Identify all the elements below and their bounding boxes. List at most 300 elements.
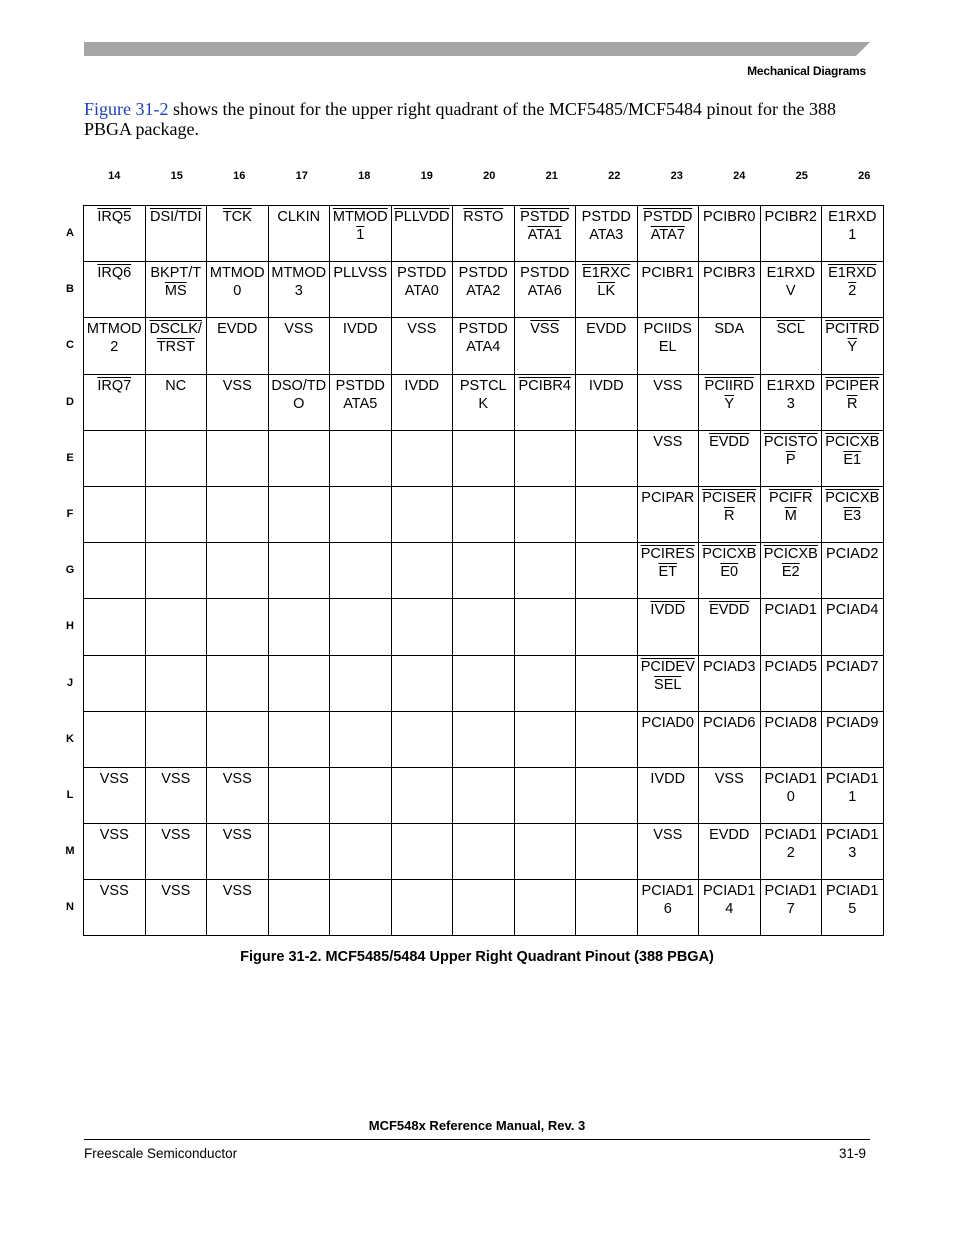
pin-cell <box>760 206 822 262</box>
pin-name: ATA1 <box>527 227 562 243</box>
pin-name: VSS <box>161 827 191 844</box>
footer-page-number: 31-9 <box>838 1146 866 1161</box>
pin-name: 3 <box>848 845 857 862</box>
pin-name: ATA3 <box>589 227 624 243</box>
pin-name: PCIAD2 <box>826 546 879 563</box>
pin-cell <box>699 262 761 318</box>
pin-cell <box>330 767 392 823</box>
pin-cell <box>453 880 515 936</box>
pin-name: PCIIRD <box>704 377 754 394</box>
pin-name: VSS <box>714 770 744 787</box>
pin-cell <box>84 711 146 767</box>
column-label: 14 <box>108 170 121 182</box>
pin-cell <box>822 206 884 262</box>
pin-name: PCIPAR <box>641 489 695 506</box>
pin-cell <box>576 599 638 655</box>
pin-name: VSS <box>653 827 683 844</box>
table-row <box>84 374 884 430</box>
row-label: K <box>66 732 74 745</box>
pin-cell <box>145 655 207 711</box>
pin-cell <box>330 824 392 880</box>
pin-cell <box>453 543 515 599</box>
pin-name: 1 <box>848 227 857 243</box>
pin-name: PCIAD9 <box>826 714 879 731</box>
pin-cell <box>699 711 761 767</box>
pin-name: PCIBR3 <box>703 265 756 282</box>
column-label: 17 <box>295 170 308 182</box>
pin-cell <box>822 599 884 655</box>
pin-cell <box>822 880 884 936</box>
pin-name: PCIAD7 <box>826 658 879 675</box>
pin-cell <box>268 599 330 655</box>
pin-cell <box>760 655 822 711</box>
pin-cell <box>822 543 884 599</box>
pin-name: $\overline{SCL}$ <box>776 321 805 338</box>
pin-name: PCICXB <box>825 433 880 450</box>
table-row <box>84 767 884 823</box>
pin-name: PLLVDD <box>394 209 450 225</box>
pin-name: $\overline{VSS}$ <box>530 321 560 338</box>
table-row <box>84 486 884 542</box>
pin-name: IVDD <box>650 770 686 787</box>
pin-name: BKPT/T <box>150 265 202 282</box>
pin-cell <box>637 824 699 880</box>
pin-cell <box>268 486 330 542</box>
pin-cell <box>760 711 822 767</box>
pin-cell <box>207 374 269 430</box>
pin-name: VSS <box>161 883 191 900</box>
pin-name: PLLVSS <box>333 265 388 282</box>
pin-name: VSS <box>407 321 437 338</box>
pin-cell <box>576 543 638 599</box>
pin-cell <box>330 655 392 711</box>
pin-cell <box>330 430 392 486</box>
pin-cell <box>330 711 392 767</box>
pin-cell <box>84 543 146 599</box>
pin-cell <box>699 599 761 655</box>
pin-name: PCIDEV <box>640 658 695 675</box>
pin-name: PSTDD <box>458 265 508 282</box>
pin-cell <box>760 599 822 655</box>
pin-cell <box>268 318 330 374</box>
pin-cell <box>699 655 761 711</box>
pin-name: VSS <box>161 770 191 787</box>
pin-cell <box>699 543 761 599</box>
pin-cell <box>391 206 453 262</box>
pin-cell <box>207 711 269 767</box>
pin-cell <box>699 824 761 880</box>
pin-cell <box>514 262 576 318</box>
pin-cell <box>822 711 884 767</box>
pin-name: 0 <box>233 283 242 300</box>
pin-cell <box>760 767 822 823</box>
pin-name: IRQ5 <box>97 209 132 225</box>
pin-cell <box>84 824 146 880</box>
pin-name: MTMOD <box>209 265 265 282</box>
pin-cell <box>514 880 576 936</box>
pin-cell <box>84 374 146 430</box>
pin-cell <box>391 655 453 711</box>
row-label: D <box>66 395 74 408</box>
pin-cell <box>391 318 453 374</box>
pin-cell <box>84 206 146 262</box>
pin-cell <box>453 430 515 486</box>
pin-name: $\overline{LK}$ <box>597 283 616 300</box>
pin-cell <box>453 318 515 374</box>
pin-cell <box>145 711 207 767</box>
pin-cell <box>760 543 822 599</box>
pin-cell <box>699 486 761 542</box>
pin-name: PCIAD1 <box>764 883 817 900</box>
pin-cell <box>207 599 269 655</box>
pin-name: PCISTO <box>763 433 818 450</box>
pin-name: IRQ6 <box>97 265 132 282</box>
pin-cell <box>576 430 638 486</box>
pin-name: EL <box>658 339 677 356</box>
pin-name: RSTO <box>463 209 504 225</box>
row-label: L <box>66 789 74 801</box>
column-label: 23 <box>670 170 683 182</box>
pin-name: EVDD <box>709 433 750 450</box>
table-row <box>84 880 884 936</box>
pin-name: PSTDD <box>397 265 447 282</box>
pin-cell <box>207 543 269 599</box>
pin-name: MTMOD <box>86 321 142 338</box>
pin-name: 1 <box>848 788 857 805</box>
pin-name: PCIAD8 <box>764 714 817 731</box>
pin-name: DSI/TDI <box>149 209 202 225</box>
pin-cell <box>514 543 576 599</box>
pin-cell <box>330 599 392 655</box>
table-row <box>84 655 884 711</box>
pin-name: EVDD <box>709 827 750 844</box>
pin-cell <box>391 262 453 318</box>
pin-cell <box>822 767 884 823</box>
pin-cell <box>84 655 146 711</box>
pin-cell <box>268 767 330 823</box>
pin-cell <box>391 599 453 655</box>
pin-name: PSTDD <box>520 265 570 282</box>
pin-name: PSTCL <box>459 377 507 394</box>
pin-name: E2 <box>781 564 800 581</box>
pin-name: $\overline{R}$ <box>724 507 735 524</box>
pin-cell <box>514 824 576 880</box>
figure-caption: Figure 31-2. MCF5485/5484 Upper Right Quadrant Pinout (388 PBGA) <box>240 949 714 965</box>
pin-cell <box>637 318 699 374</box>
pin-cell <box>576 486 638 542</box>
column-label: 18 <box>358 170 371 182</box>
pin-name: ATA6 <box>527 283 562 300</box>
pin-cell <box>576 711 638 767</box>
column-label: 16 <box>233 170 246 182</box>
pin-name: VSS <box>99 883 129 900</box>
pin-name: E1RXD <box>828 265 877 282</box>
pin-name: $\overline{Y}$ <box>724 395 735 412</box>
pin-name: PCIAD6 <box>703 714 756 731</box>
pin-name: PCIBR0 <box>703 209 756 225</box>
pin-cell <box>760 824 822 880</box>
pin-name: PSTDD <box>581 209 631 225</box>
pin-cell <box>453 486 515 542</box>
pin-cell <box>822 262 884 318</box>
pin-cell <box>391 767 453 823</box>
table-row <box>84 543 884 599</box>
pin-cell <box>514 599 576 655</box>
column-label: 24 <box>733 170 746 182</box>
pin-name: DSO/TD <box>271 377 327 394</box>
pin-cell <box>391 880 453 936</box>
pin-cell <box>637 430 699 486</box>
pin-name: EVDD <box>217 321 258 338</box>
pin-name: ATA7 <box>650 227 685 243</box>
pin-cell <box>576 206 638 262</box>
pin-name: PCIAD1 <box>764 827 817 844</box>
pin-cell <box>637 767 699 823</box>
pin-name: E1RXD <box>766 377 815 394</box>
pin-name: PCIBR2 <box>764 209 817 225</box>
pin-cell <box>453 262 515 318</box>
pin-cell <box>699 374 761 430</box>
pin-name: E3 <box>843 507 862 524</box>
pin-cell <box>453 206 515 262</box>
pin-name: PCIAD1 <box>764 602 817 619</box>
pin-name: PCIRES <box>640 546 695 563</box>
pin-name: V <box>785 283 796 300</box>
pin-name: ATA2 <box>466 283 501 300</box>
pin-cell <box>207 824 269 880</box>
pin-cell <box>637 374 699 430</box>
pin-name: $\overline{R}$ <box>847 395 858 412</box>
pin-name: IVDD <box>404 377 440 394</box>
pin-name: 2 <box>786 845 795 862</box>
footer-divider <box>84 1139 870 1140</box>
pin-name: 0 <box>786 788 795 805</box>
pin-cell <box>391 374 453 430</box>
pin-cell <box>822 824 884 880</box>
pin-name: PSTDD <box>643 209 693 225</box>
pin-name: PCIAD0 <box>641 714 694 731</box>
pin-cell <box>637 206 699 262</box>
pin-name: DSCLK/ <box>149 321 202 338</box>
pin-name: PCIAD1 <box>826 827 879 844</box>
pin-cell <box>391 543 453 599</box>
pin-cell <box>514 767 576 823</box>
pin-cell <box>268 880 330 936</box>
pin-name: $\overline{Y}$ <box>847 339 858 356</box>
pin-cell <box>514 318 576 374</box>
pin-cell <box>268 711 330 767</box>
table-row <box>84 318 884 374</box>
pin-name: K <box>478 395 489 412</box>
pin-cell <box>637 543 699 599</box>
footer-company: Freescale Semiconductor <box>84 1146 238 1161</box>
pin-cell <box>576 767 638 823</box>
pin-cell <box>514 711 576 767</box>
pin-name: ATA0 <box>404 283 439 300</box>
table-row <box>84 262 884 318</box>
row-label: H <box>66 620 74 633</box>
pin-name: PCIAD1 <box>764 770 817 787</box>
pin-cell <box>391 824 453 880</box>
table-row <box>84 206 884 262</box>
pin-cell <box>576 318 638 374</box>
column-label: 20 <box>483 170 496 182</box>
figure-link[interactable]: Figure 31-2 <box>84 99 169 119</box>
pin-name: TRST <box>156 339 195 356</box>
pin-name: PSTDD <box>458 321 508 338</box>
pin-cell <box>207 430 269 486</box>
row-label: B <box>66 283 74 296</box>
pin-name: E1RXD <box>766 265 815 282</box>
pin-cell <box>822 486 884 542</box>
pin-name: 6 <box>663 901 672 918</box>
pin-cell <box>207 318 269 374</box>
pin-cell <box>514 655 576 711</box>
pin-name: CLKIN <box>277 209 321 225</box>
pin-name: PCIAD1 <box>826 770 879 787</box>
pin-cell <box>330 318 392 374</box>
pin-cell <box>330 486 392 542</box>
column-label: 22 <box>608 170 621 182</box>
pin-name: PSTDD <box>335 377 385 394</box>
pin-name: 2 <box>110 339 119 356</box>
pin-name: $\overline{SEL}$ <box>654 676 682 693</box>
pin-cell <box>330 880 392 936</box>
pin-name: IVDD <box>588 377 624 394</box>
pin-cell <box>514 206 576 262</box>
pin-cell <box>637 486 699 542</box>
pin-cell <box>699 767 761 823</box>
pin-cell <box>576 262 638 318</box>
pin-name: $\overline{M}$ <box>784 507 797 524</box>
pin-cell <box>699 880 761 936</box>
pin-cell <box>760 880 822 936</box>
section-title: Mechanical Diagrams <box>747 64 866 78</box>
pin-cell <box>760 262 822 318</box>
pin-name: 3 <box>294 283 303 300</box>
pin-name: PCIPER <box>825 377 880 394</box>
pin-cell <box>330 206 392 262</box>
intro-paragraph <box>84 99 874 139</box>
pin-cell <box>145 486 207 542</box>
pin-cell <box>207 655 269 711</box>
pin-name: PCICXB <box>763 546 818 563</box>
pin-name: IVDD <box>342 321 378 338</box>
pin-cell <box>760 374 822 430</box>
pin-cell <box>576 824 638 880</box>
table-row <box>84 824 884 880</box>
pin-cell <box>453 711 515 767</box>
pin-name: PCIAD5 <box>764 658 817 675</box>
pin-cell <box>576 655 638 711</box>
pin-cell <box>453 374 515 430</box>
pin-name: PCITRD <box>825 321 880 338</box>
pin-name: VSS <box>222 377 252 394</box>
pin-name: IRQ7 <box>97 377 132 394</box>
pin-cell <box>145 824 207 880</box>
column-label: 15 <box>170 170 183 182</box>
pin-cell <box>453 767 515 823</box>
column-label: 21 <box>545 170 558 182</box>
pin-cell <box>637 655 699 711</box>
pin-cell <box>453 655 515 711</box>
pin-name: $\overline{TCK}$ <box>222 209 252 225</box>
pin-cell <box>84 880 146 936</box>
pin-cell <box>576 880 638 936</box>
pin-name: PCIAD1 <box>703 883 756 900</box>
pin-name: EVDD <box>709 602 750 619</box>
pin-name: PCIAD1 <box>826 883 879 900</box>
pin-cell <box>84 318 146 374</box>
column-label: 25 <box>795 170 808 182</box>
row-label: J <box>66 676 74 689</box>
pin-cell <box>268 824 330 880</box>
pin-cell <box>637 711 699 767</box>
pinout-table <box>83 205 884 936</box>
pin-name: E1RXD <box>828 209 877 225</box>
pin-name: O <box>293 395 305 412</box>
pin-cell <box>145 543 207 599</box>
pin-cell <box>84 430 146 486</box>
pin-name: $\overline{MS}$ <box>164 283 187 300</box>
pin-cell <box>391 430 453 486</box>
pin-name: MTMOD <box>271 265 327 282</box>
pin-cell <box>760 318 822 374</box>
pin-cell <box>84 262 146 318</box>
pin-cell <box>637 599 699 655</box>
pin-name: PCICXB <box>825 489 880 506</box>
pin-cell <box>145 767 207 823</box>
table-row <box>84 599 884 655</box>
pin-name: MTMOD <box>332 209 388 225</box>
pin-name: PCIBR1 <box>641 265 694 282</box>
pin-cell <box>330 374 392 430</box>
pin-cell <box>760 486 822 542</box>
pin-name: $\overline{ET}$ <box>658 564 678 581</box>
pin-name: VSS <box>222 827 252 844</box>
pin-cell <box>637 262 699 318</box>
pin-cell <box>822 374 884 430</box>
pin-name: PCISER <box>702 489 757 506</box>
pin-cell <box>699 318 761 374</box>
pin-name: VSS <box>222 883 252 900</box>
pin-cell <box>268 543 330 599</box>
pin-name: VSS <box>99 827 129 844</box>
pin-cell <box>699 430 761 486</box>
pin-name: 5 <box>848 901 857 918</box>
pin-cell <box>145 880 207 936</box>
pin-cell <box>207 767 269 823</box>
pin-name: 1 <box>356 227 365 243</box>
intro-text: shows the pinout for the upper right quadrant of the MCF5485/MCF5484 pinout for the 388 PBGA package. <box>84 99 836 139</box>
pin-name: IVDD <box>650 602 686 619</box>
pin-cell <box>760 430 822 486</box>
pin-name: SDA <box>714 321 745 338</box>
pin-name: PCIIDS <box>643 321 692 338</box>
pin-cell <box>822 430 884 486</box>
pin-name: ATA5 <box>343 395 378 412</box>
row-label: G <box>65 564 75 577</box>
column-labels <box>83 170 896 186</box>
pin-cell <box>514 486 576 542</box>
pin-cell <box>207 880 269 936</box>
pin-cell <box>637 880 699 936</box>
footer-manual-title: MCF548x Reference Manual, Rev. 3 <box>368 1118 586 1133</box>
row-label: C <box>66 339 74 352</box>
pin-cell <box>84 486 146 542</box>
pin-cell <box>268 655 330 711</box>
pin-cell <box>207 486 269 542</box>
